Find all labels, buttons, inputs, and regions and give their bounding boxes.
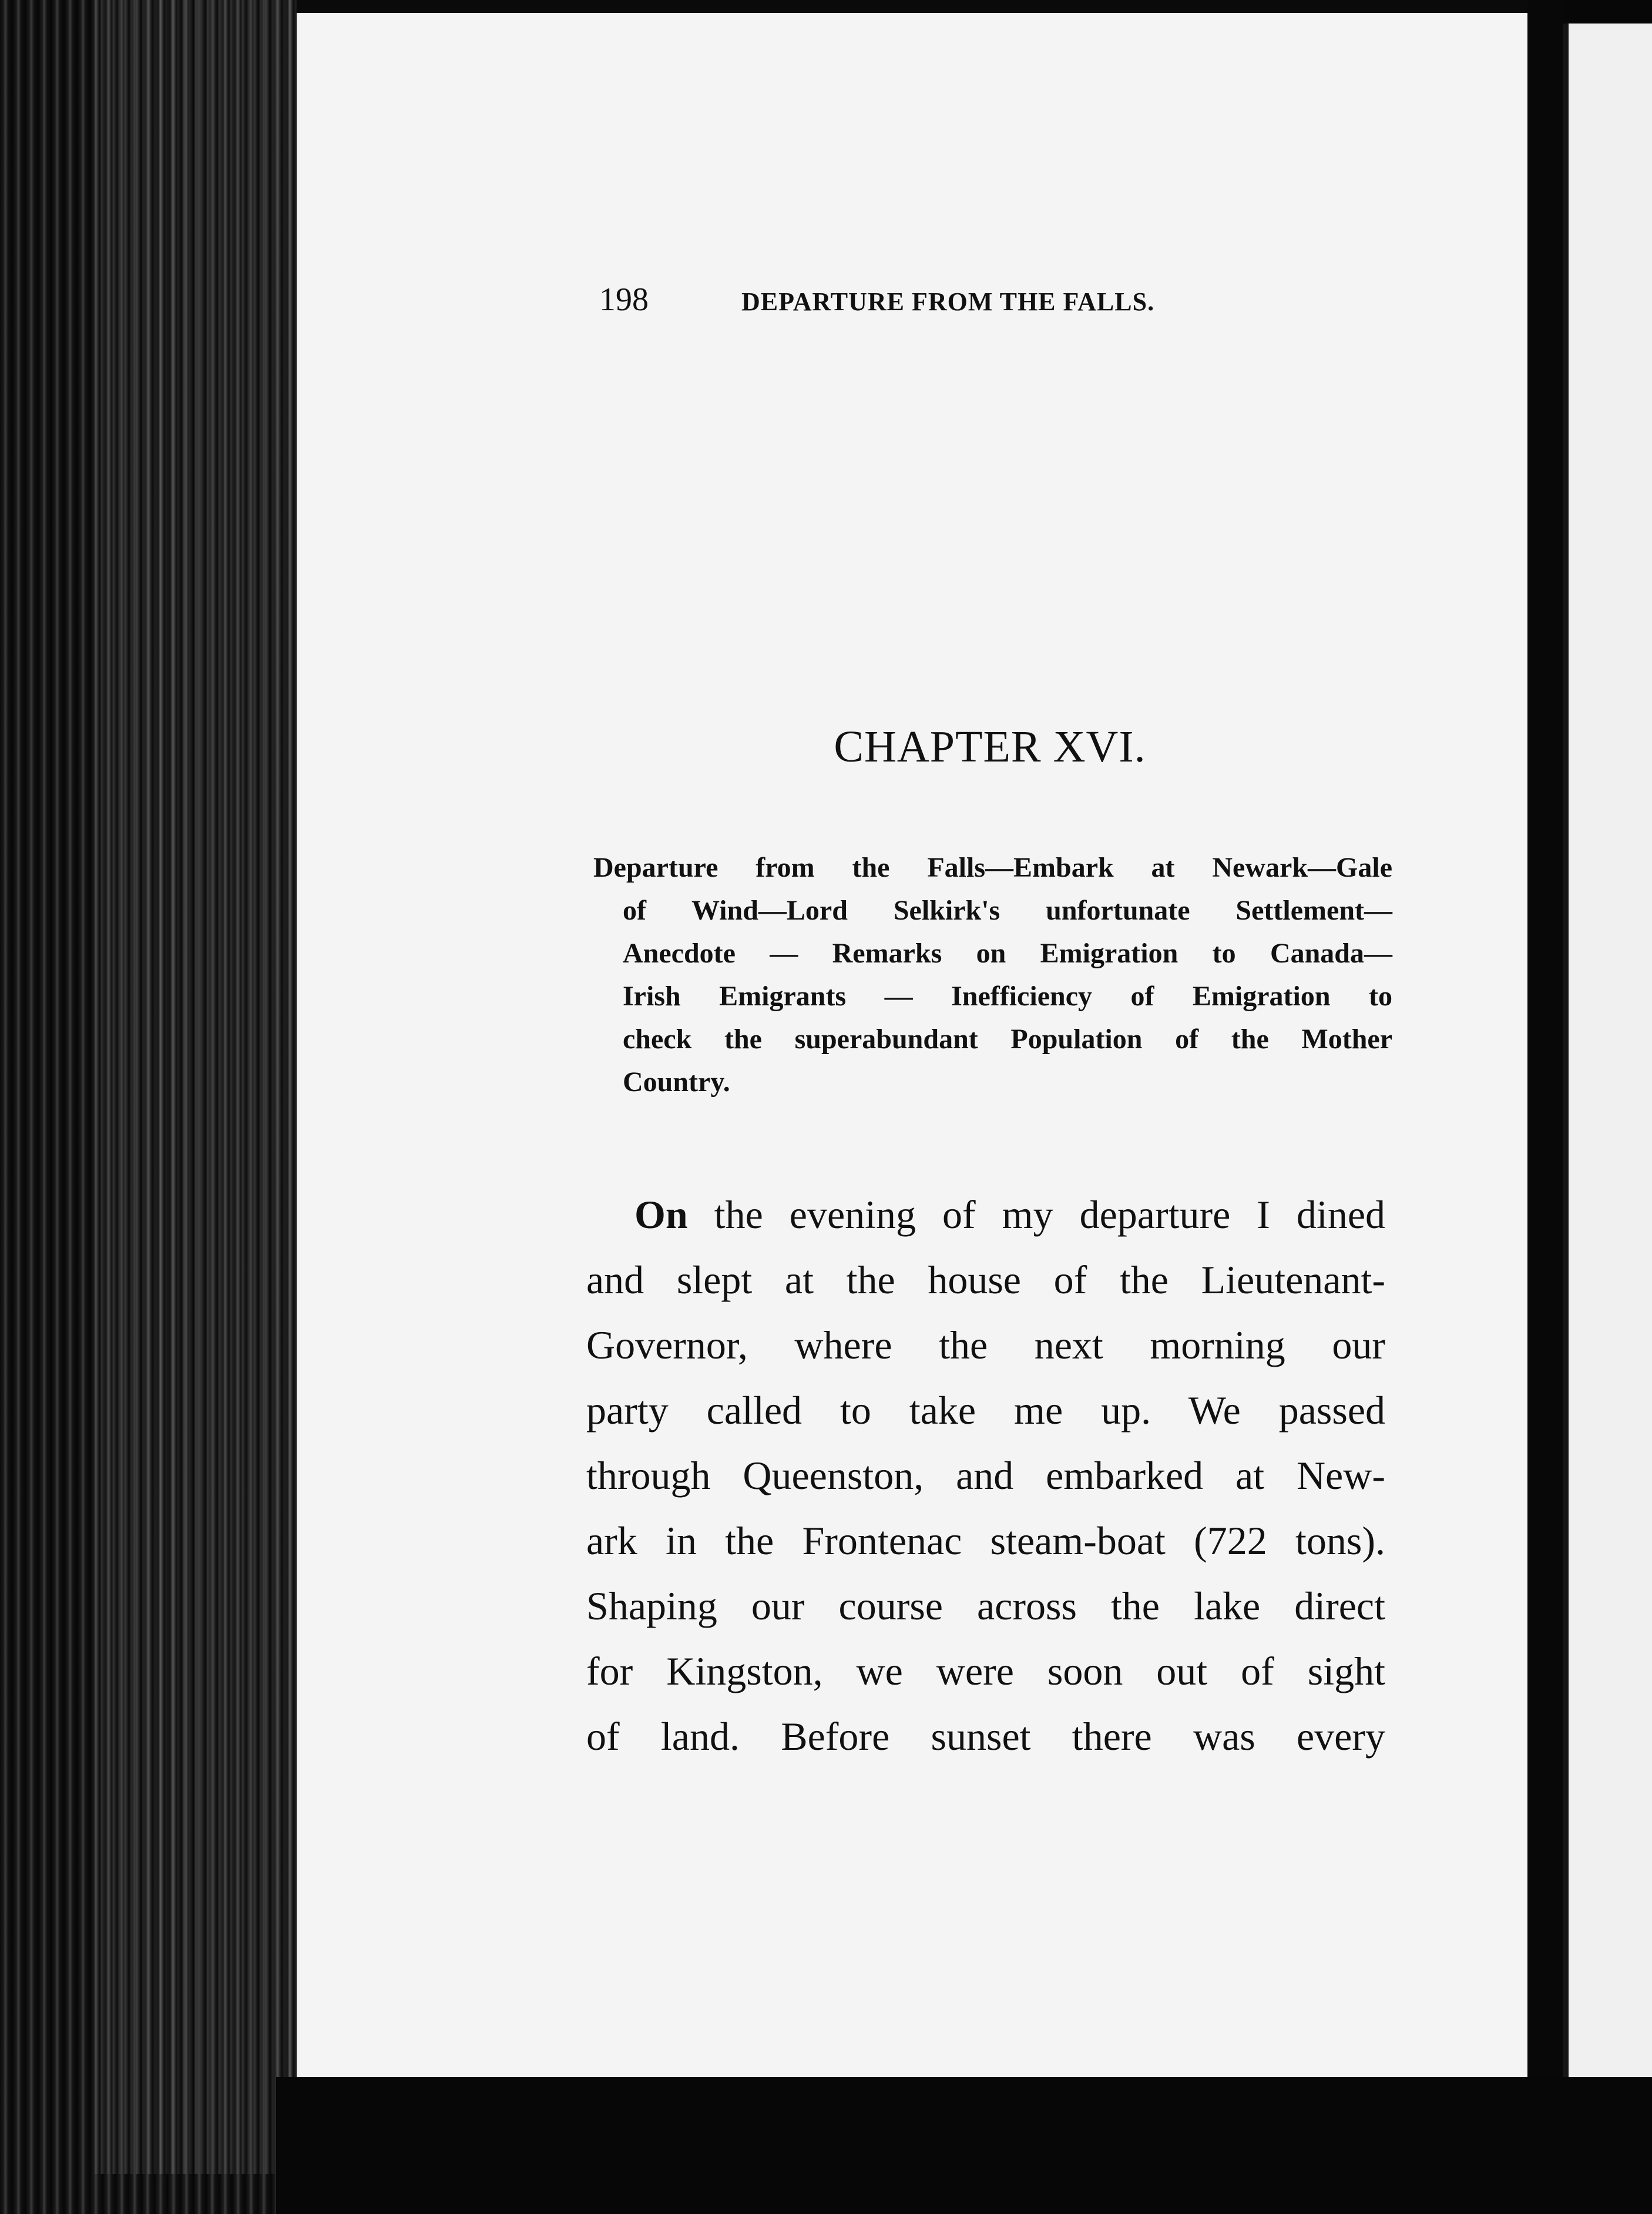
body-line: Shaping our course across the lake direct [586, 1584, 1385, 1628]
body-line: party called to take me up. We passed [586, 1388, 1385, 1433]
page-gutter [1527, 0, 1563, 2214]
body-line [586, 1182, 1385, 1247]
body-line: ark in the Frontenac steam-boat (722 tons). [586, 1518, 1385, 1563]
page-number: 198 [599, 281, 649, 318]
body-line: of land. Before sunset there was every [586, 1714, 1385, 1759]
body-line: for Kingston, we were soon out of sight [586, 1649, 1385, 1693]
summary-line: Anecdote — Remarks on Emigration to Canada— [623, 938, 1392, 969]
summary-line: check the superabundant Population of the Mother [623, 1024, 1392, 1055]
scan-bottom-shadow [276, 2077, 1652, 2214]
body-text [586, 1182, 1385, 1769]
summary-line: Irish Emigrants — Inefficiency of Emigration to [623, 981, 1392, 1012]
body-line-text: the evening of my departure I dined [687, 1192, 1385, 1237]
chapter-heading: CHAPTER XVI. [834, 722, 1146, 771]
running-title: DEPARTURE FROM THE FALLS. [741, 287, 1155, 316]
running-head [599, 281, 1245, 322]
body-line: through Queenston, and embarked at New- [586, 1453, 1385, 1498]
summary-line: Departure from the Falls—Embark at Newark—Gale [593, 852, 1392, 883]
body-line: Governor, where the next morning our [586, 1323, 1385, 1367]
page-edge-streaks [94, 0, 305, 2174]
summary-line: Country. [623, 1066, 730, 1098]
chapter-summary [593, 846, 1392, 1103]
summary-line: of Wind—Lord Selkirk's unfortunate Settlement— [623, 895, 1392, 926]
body-line: and slept at the house of the Lieutenant- [586, 1257, 1385, 1302]
adjacent-page-edge [1563, 24, 1652, 2145]
opening-word: On [634, 1192, 688, 1237]
